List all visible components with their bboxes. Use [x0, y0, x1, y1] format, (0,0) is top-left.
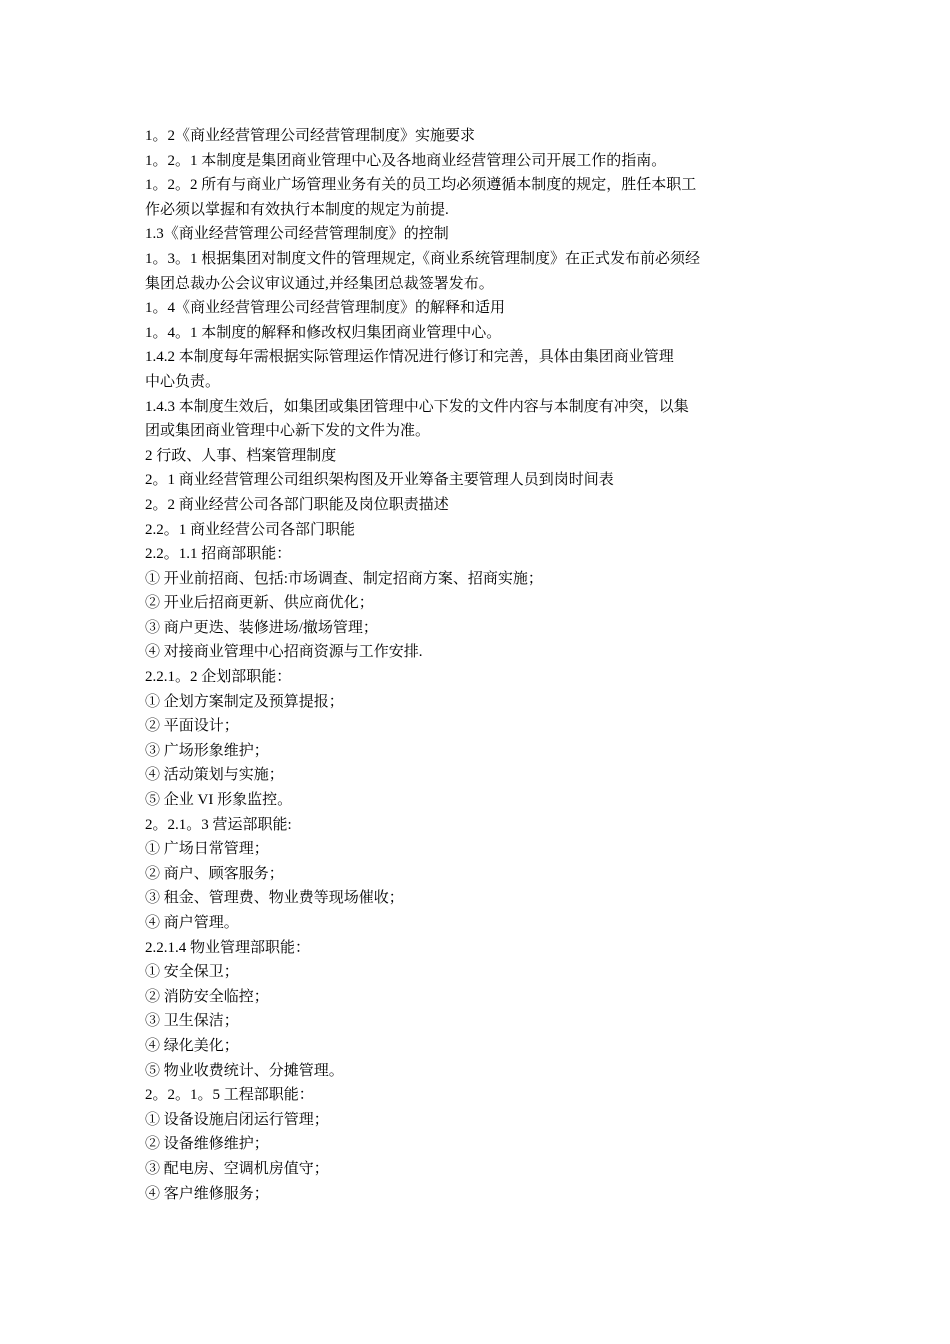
text-line: ② 商户、顾客服务；	[145, 865, 284, 882]
text-line: ③ 广场形象维护；	[145, 742, 269, 759]
text-line: 2.2.1.4 物业管理部职能：	[145, 939, 311, 956]
text-line: 1。2。1 本制度是集团商业管理中心及各地商业经营管理公司开展工作的指南。	[145, 152, 667, 169]
text-line: ⑤ 企业 VI 形象监控。	[145, 792, 293, 809]
text-line: 2.2。1.1 招商部职能：	[145, 546, 292, 563]
text-line: 2.2。1 商业经营公司各部门职能	[145, 521, 356, 538]
text-line: ① 设备设施启闭运行管理；	[145, 1111, 329, 1128]
text-line: 2 行政、人事、档案管理制度	[145, 447, 337, 464]
text-line: 1。2。2 所有与商业广场管理业务有关的员工均必须遵循本制度的规定，胜任本职工	[145, 177, 697, 194]
text-line: 1。2《商业经营管理公司经营管理制度》实施要求	[145, 128, 476, 144]
text-line: 1。3。1 根据集团对制度文件的管理规定,《商业系统管理制度》在正式发布前必须经	[145, 250, 701, 267]
text-line: ① 开业前招商、包括:市场调查、制定招商方案、招商实施；	[145, 570, 543, 587]
text-line: ① 广场日常管理；	[145, 841, 269, 858]
text-line: ⑤ 物业收费统计、分摊管理。	[145, 1062, 344, 1079]
text-line: ③ 卫生保洁；	[145, 1013, 239, 1030]
text-line: ① 企划方案制定及预算提报；	[145, 693, 344, 710]
text-line: 2。1 商业经营管理公司组织架构图及开业筹备主要管理人员到岗时间表	[145, 472, 614, 489]
text-line: 作必须以掌握和有效执行本制度的规定为前提.	[145, 201, 449, 218]
text-line: 1.3《商业经营管理公司经营管理制度》的控制	[145, 226, 449, 243]
document-body	[145, 124, 775, 1206]
text-line: ④ 活动策划与实施；	[145, 767, 284, 784]
text-line: 2。2。1。5 工程部职能：	[145, 1087, 314, 1104]
text-line: ② 平面设计；	[145, 718, 239, 735]
text-line: ② 消防安全临控；	[145, 988, 269, 1005]
text-line: ① 安全保卫；	[145, 964, 239, 981]
text-line: ③ 配电房、空调机房值守；	[145, 1160, 329, 1177]
text-line: 1.4.3 本制度生效后，如集团或集团管理中心下发的文件内容与本制度有冲突，以集	[145, 398, 689, 415]
text-line: ② 开业后招商更新、供应商优化；	[145, 595, 374, 612]
text-line: 2。2 商业经营公司各部门职能及岗位职责描述	[145, 496, 449, 513]
text-line: 中心负责。	[145, 373, 221, 390]
text-line: ④ 商户管理。	[145, 915, 239, 931]
text-line: ④ 客户维修服务；	[145, 1185, 269, 1202]
text-line: ③ 商户更迭、装修进场/撤场管理；	[145, 619, 378, 636]
text-line: 团或集团商业管理中心新下发的文件为准。	[145, 423, 431, 440]
text-line: ② 设备维修维护；	[145, 1136, 269, 1153]
text-line: ④ 绿化美化；	[145, 1037, 239, 1054]
text-line: ③ 租金、管理费、物业费等现场催收；	[145, 890, 404, 907]
text-line: 1。4。1 本制度的解释和修改权归集团商业管理中心。	[145, 324, 502, 341]
text-line: ④ 对接商业管理中心招商资源与工作安排.	[145, 644, 423, 661]
text-line: 1.4.2 本制度每年需根据实际管理运作情况进行修订和完善，具体由集团商业管理	[145, 349, 674, 366]
text-line: 集团总裁办公会议审议通过,并经集团总裁签署发布。	[145, 275, 494, 292]
text-line: 2。2.1。3 营运部职能:	[145, 816, 292, 833]
text-line: 1。4《商业经营管理公司经营管理制度》的解释和适用	[145, 300, 506, 317]
text-line: 2.2.1。2 企划部职能：	[145, 669, 292, 686]
